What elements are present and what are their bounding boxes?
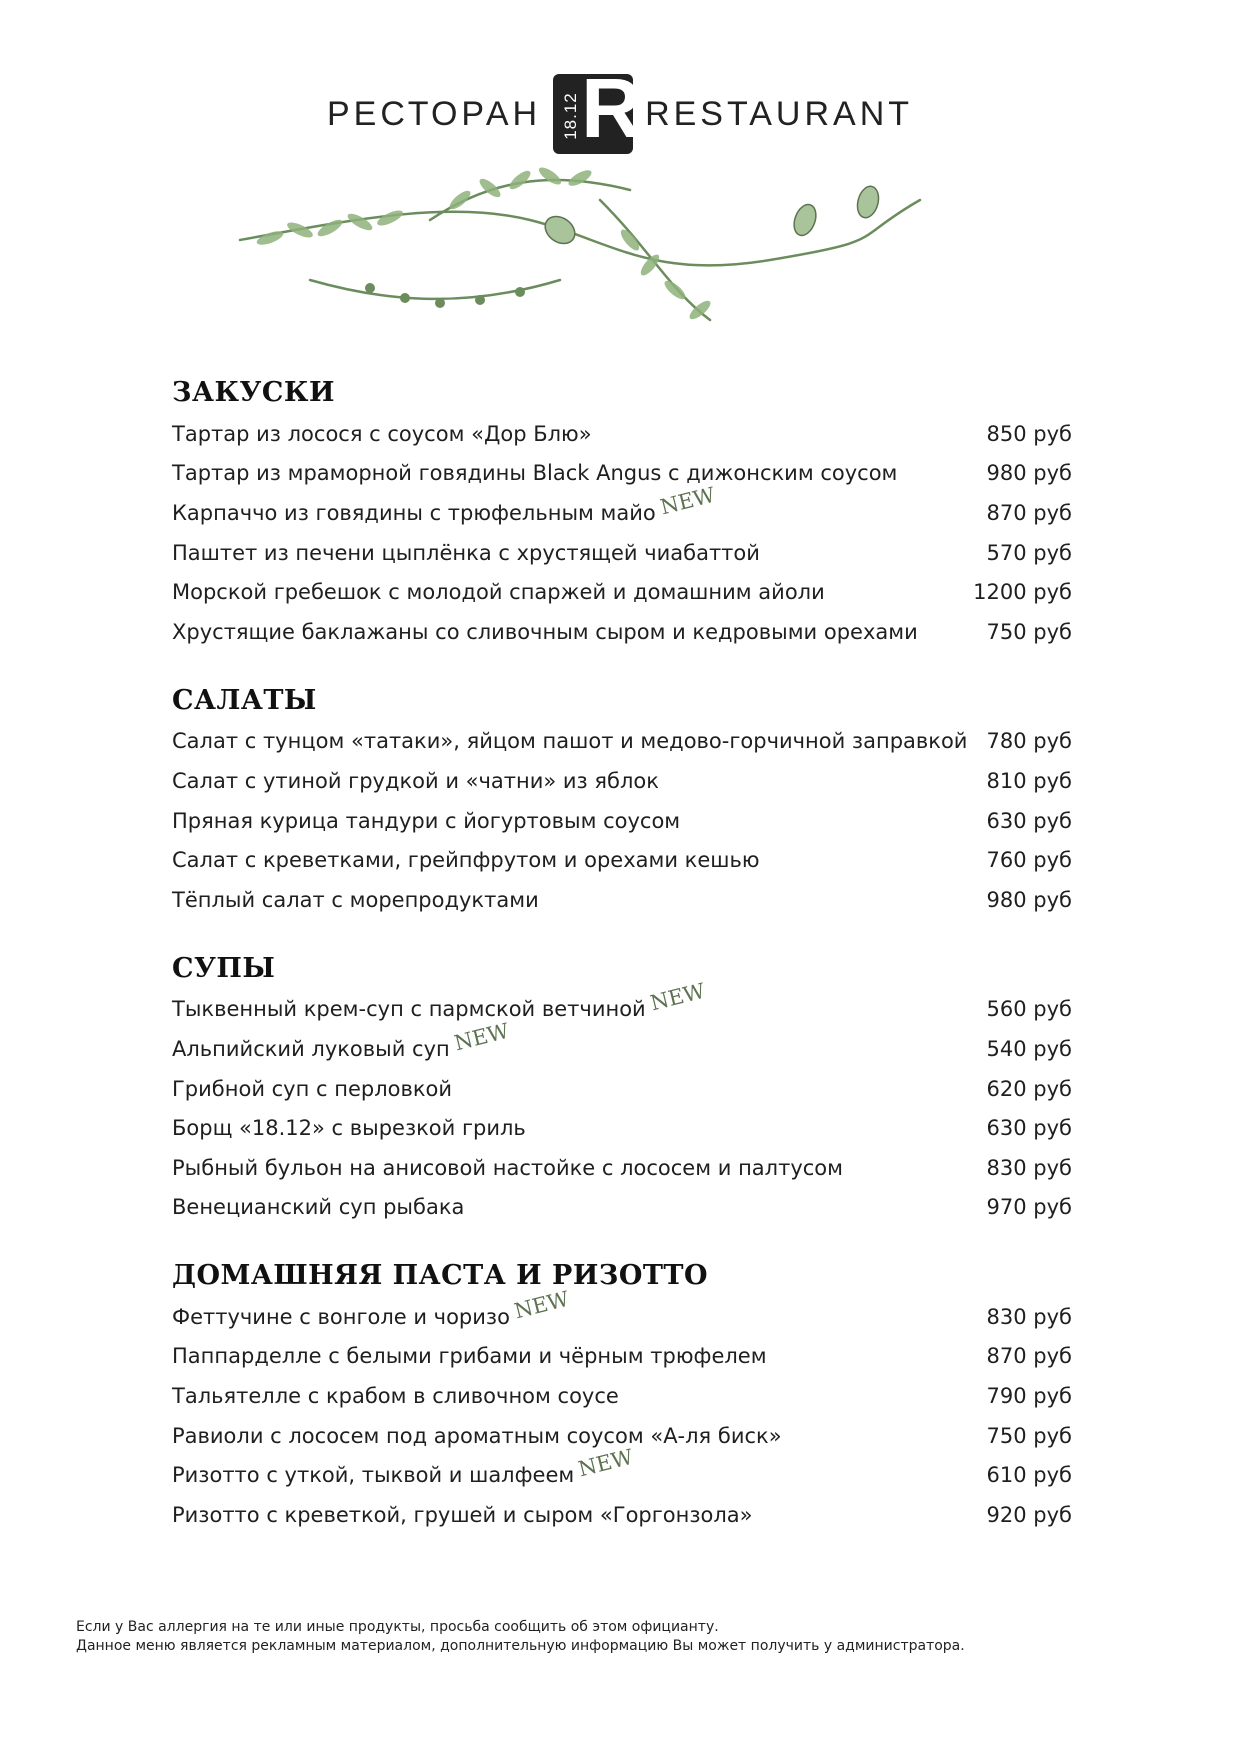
menu-item-name-text: Пряная курица тандури с йогуртовым соусом — [172, 808, 681, 833]
logo-letter: R — [581, 61, 642, 155]
new-badge: NEW — [511, 1286, 572, 1324]
menu-item-name-text: Тыквенный крем-суп с пармской ветчиной — [172, 997, 646, 1022]
menu-item-price: 630 руб — [986, 808, 1072, 833]
menu-item-name — [172, 620, 918, 644]
menu-item-name — [172, 809, 680, 833]
menu-item-name — [172, 1156, 843, 1180]
menu-item — [172, 801, 1072, 841]
menu-item — [172, 612, 1072, 652]
section-title: ДОМАШНЯЯ ПАСТА И РИЗОТТО — [172, 1260, 709, 1292]
menu-item-name-text: Феттучине с вонголе и чоризо — [172, 1304, 510, 1329]
menu-item — [172, 1444, 1072, 1495]
menu-item-name — [172, 888, 539, 912]
menu-item — [172, 1337, 1072, 1377]
menu-item-name-text: Салат с тунцом «татаки», яйцом пашот и медово-горчичной заправкой — [172, 729, 968, 754]
menu-item-name-text: Рыбный бульон на анисовой настойке с лососем и палтусом — [172, 1155, 843, 1180]
menu-item-name — [172, 422, 592, 446]
menu-item-name-text: Салат с утиной грудкой и «чатни» из яблок — [172, 768, 659, 793]
menu-item — [172, 978, 1072, 1030]
menu-item — [172, 840, 1072, 880]
menu-item-price: 750 руб — [986, 619, 1072, 644]
menu-item-price: 610 руб — [986, 1463, 1072, 1488]
new-badge: NEW — [576, 1444, 636, 1482]
menu-item — [172, 761, 1072, 801]
menu-item-name — [172, 978, 708, 1022]
menu-item-name-text: Альпийский луковый суп — [172, 1036, 450, 1061]
logo-number: 18.12 — [561, 92, 581, 140]
menu-item — [172, 414, 1072, 454]
menu-item-price: 850 руб — [986, 421, 1072, 446]
menu-item — [172, 454, 1072, 494]
menu-item-price: 790 руб — [986, 1384, 1072, 1409]
menu-item-price: 980 руб — [986, 461, 1072, 486]
menu-item-price: 830 руб — [986, 1155, 1072, 1180]
menu-item-name — [172, 1503, 753, 1527]
menu-item-name-text: Карпаччо из говядины с трюфельным майо — [172, 500, 656, 525]
menu-list — [172, 372, 1072, 1563]
menu-item-name — [172, 1424, 782, 1448]
new-badge: NEW — [451, 1018, 512, 1056]
section-title: ЗАКУСКИ — [172, 377, 335, 408]
menu-item-price: 1200 руб — [973, 580, 1072, 605]
menu-item — [172, 722, 1072, 762]
menu-item — [172, 1069, 1072, 1109]
menu-item-name — [172, 1195, 464, 1219]
menu-item-price: 870 руб — [986, 500, 1072, 525]
menu-item-name — [172, 461, 897, 485]
menu-item-price: 760 руб — [986, 848, 1072, 873]
menu-item-price: 830 руб — [986, 1304, 1072, 1329]
footer-allergy-note: Если у Вас аллергия на те или иные продукты, просьба сообщить об этом официанту. — [76, 1619, 719, 1635]
menu-item-price: 870 руб — [986, 1344, 1072, 1369]
menu-section — [172, 680, 1072, 920]
menu-item — [172, 1376, 1072, 1416]
botanical-branch-illustration — [230, 160, 930, 340]
menu-item-name — [172, 1384, 619, 1408]
menu-item-price: 560 руб — [986, 997, 1072, 1022]
logo-word-russian: РЕСТОРАН — [326, 94, 542, 133]
menu-item-name — [172, 482, 718, 525]
menu-item-name — [172, 1286, 572, 1329]
menu-item-name — [172, 1116, 526, 1140]
footer-disclaimer — [76, 1618, 965, 1656]
menu-item — [172, 1286, 1072, 1337]
menu-item-price: 540 руб — [986, 1036, 1072, 1061]
menu-item — [172, 1148, 1072, 1188]
menu-item — [172, 880, 1072, 920]
footer-advertising-note: Данное меню является рекламным материалом, дополнительную информацию Вы может получить у администратора. — [76, 1638, 965, 1654]
menu-item-name — [172, 769, 659, 793]
menu-item-name-text: Тальятелле с крабом в сливочном соусе — [172, 1384, 619, 1409]
menu-item-name-text: Грибной суп с перловкой — [172, 1076, 453, 1101]
menu-item-name — [172, 1444, 636, 1488]
menu-item — [172, 1018, 1072, 1069]
menu-item-name-text: Тартар из мраморной говядины Black Angus с дижонским соусом — [172, 461, 898, 486]
menu-item-name-text: Борщ «18.12» с вырезкой гриль — [172, 1116, 526, 1141]
menu-item — [172, 1188, 1072, 1228]
logo-emblem — [553, 61, 642, 155]
menu-section — [172, 948, 1072, 1228]
new-badge: NEW — [647, 978, 708, 1016]
menu-item-name-text: Морской гребешок с молодой спаржей и домашним айоли — [172, 580, 825, 605]
menu-item — [172, 572, 1072, 612]
menu-item-name — [172, 1344, 767, 1368]
menu-item-name-text: Паппарделле с белыми грибами и чёрным трюфелем — [172, 1344, 767, 1369]
menu-item-price: 750 руб — [986, 1423, 1072, 1448]
menu-item-price: 810 руб — [986, 768, 1072, 793]
menu-section — [172, 372, 1072, 652]
section-title: САЛАТЫ — [172, 684, 317, 716]
menu-item-name-text: Хрустящие баклажаны со сливочным сыром и кедровыми орехами — [172, 619, 918, 644]
menu-item-name-text: Ризотто с креветкой, грушей и сыром «Горгонзола» — [172, 1502, 753, 1527]
logo-word-english: RESTAURANT — [645, 94, 914, 133]
menu-item-name — [172, 848, 760, 872]
menu-item-name-text: Ризотто с уткой, тыквой и шалфеем — [172, 1463, 575, 1488]
section-title: СУПЫ — [172, 952, 276, 984]
menu-item-name-text: Салат с креветками, грейпфрутом и орехами кешью — [172, 848, 760, 873]
menu-item-name-text: Венецианский суп рыбака — [172, 1195, 465, 1220]
menu-item-price: 620 руб — [986, 1076, 1072, 1101]
restaurant-logo — [0, 61, 1240, 155]
menu-item-name — [172, 541, 760, 565]
menu-item — [172, 1108, 1072, 1148]
menu-item-name — [172, 1077, 452, 1101]
menu-item-price: 980 руб — [986, 887, 1072, 912]
menu-item-price: 630 руб — [986, 1116, 1072, 1141]
menu-item-name-text: Тартар из лосося с соусом «Дор Блю» — [172, 421, 592, 446]
menu-item-name — [172, 580, 825, 604]
menu-section — [172, 1255, 1072, 1535]
menu-item-price: 920 руб — [986, 1502, 1072, 1527]
menu-item-price: 570 руб — [986, 540, 1072, 565]
menu-item-name — [172, 729, 967, 753]
menu-item-price: 970 руб — [986, 1195, 1072, 1220]
menu-item — [172, 1495, 1072, 1535]
new-badge: NEW — [657, 482, 718, 520]
menu-item-price: 780 руб — [986, 729, 1072, 754]
menu-item-name-text: Тёплый салат с морепродуктами — [172, 887, 539, 912]
menu-item — [172, 482, 1072, 533]
menu-item — [172, 533, 1072, 573]
menu-item-name — [172, 1018, 512, 1061]
menu-item-name-text: Паштет из печени цыплёнка с хрустящей чиабаттой — [172, 540, 760, 565]
menu-item-name-text: Равиоли с лососем под ароматным соусом «А-ля биск» — [172, 1423, 782, 1448]
